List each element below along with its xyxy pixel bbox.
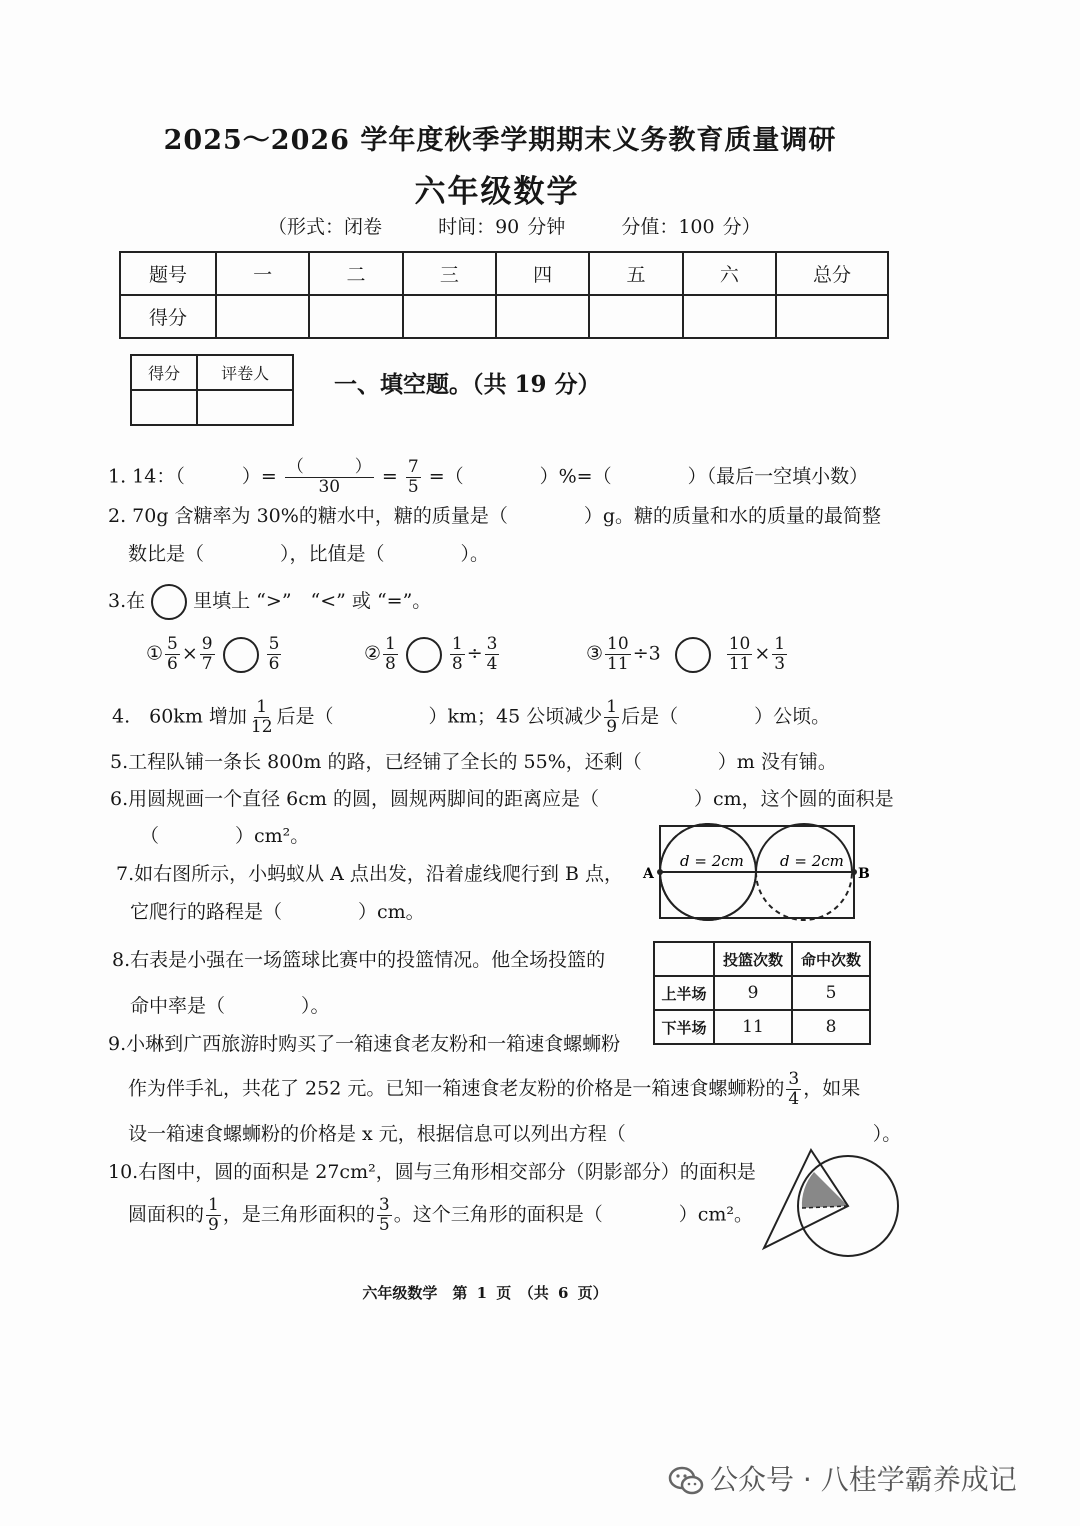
q7-label-b: B (858, 866, 870, 882)
marker-table (130, 354, 294, 426)
q3-item-2: ② $\frac{1}{8}$ $\frac{1}{8}$ ÷ $\frac{3}{4}$ (364, 634, 498, 674)
question-5: 5.工程队铺一条长 800m 的路，已经铺了全长的 55%，还剩（ ）m 没有铺。 (110, 751, 837, 773)
shots-table (653, 941, 871, 1045)
question-6-line-1: 6.用圆规画一个直径 6cm 的圆，圆规两脚间的距离应是（ ）cm，这个圆的面积是 (110, 788, 894, 810)
question-7-line-1: 7.如右图所示，小蚂蚁从 A 点出发，沿着虚线爬行到 B 点， (116, 863, 623, 885)
q10-figure (756, 1146, 906, 1262)
question-10-line-2: 圆面积的 $\frac{1}{9}$ ，是三角形面积的 $\frac{3}{5}$ 。这个三角形的面积是（ ）cm²。 (128, 1195, 753, 1235)
question-9-line-3: 设一箱速食螺蛳粉的价格是 x 元，根据信息可以列出方程（ ）。 (128, 1123, 902, 1145)
exam-subject: 六年级数学 (414, 174, 580, 210)
q1-fraction-1: $\frac{( )}{30}$ (286, 457, 372, 497)
q4-fraction-1: $\frac{1}{12}$ (250, 697, 273, 737)
score-blank (496, 295, 589, 338)
table-row (654, 976, 870, 1010)
compare-circle-icon (151, 584, 187, 620)
shots-row-label: 下半场 (654, 1010, 714, 1044)
q7-right-dashed-arc (756, 872, 852, 920)
q7-point-b (851, 869, 857, 875)
question-10-line-1: 10.右图中，圆的面积是 27cm²，圆与三角形相交部分（阴影部分）的面积是 (108, 1161, 756, 1183)
score-table-cell: 四 (496, 252, 589, 295)
answer-circle[interactable] (675, 637, 711, 673)
q3-i1-fraction: $\frac{5}{6}$ (268, 634, 280, 674)
score-blank (309, 295, 402, 338)
question-6-line-2: （ ）cm²。 (140, 825, 310, 847)
shots-row-label: 上半场 (654, 976, 714, 1010)
answer-circle[interactable] (223, 637, 259, 673)
exam-format: （形式：闭卷 (268, 216, 383, 238)
q3-i3-fraction: $\frac{10}{11}$ (607, 634, 629, 674)
score-table (119, 251, 889, 339)
exam-time: 时间：90 分钟 (438, 216, 566, 238)
score-table-score-row (120, 295, 888, 338)
q7-point-a (657, 869, 663, 875)
score-table-cell: 题号 (120, 252, 216, 295)
q7-diameter-label-2: d = 2cm (780, 852, 844, 870)
shots-cell: 11 (714, 1010, 792, 1044)
q3-item-1: ① $\frac{5}{6}$ × $\frac{9}{7}$ $\frac{5}{6}$ (146, 634, 280, 674)
answer-circle[interactable] (406, 637, 442, 673)
q10-fraction-2: $\frac{3}{5}$ (378, 1195, 390, 1235)
question-8-line-1: 8.右表是小强在一场篮球比赛中的投篮情况。他全场投篮的 (112, 949, 606, 971)
q9-fraction: $\frac{3}{4}$ (788, 1069, 800, 1109)
marker-grader-label: 评卷人 (197, 355, 293, 390)
q3-text-b: 里填上 “>” “<” 或 “=”。 (193, 590, 432, 612)
marker-blank (197, 390, 293, 425)
q3-i3-fraction: $\frac{10}{11}$ (728, 634, 751, 674)
question-2-line-2: 数比是（ ），比值是（ ）。 (128, 543, 490, 565)
watermark-text: 公众号 · 八桂学霸养成记 (710, 1463, 1017, 1496)
q3-i1-fraction: $\frac{5}{6}$ (167, 634, 178, 674)
shots-header-hits: 命中次数 (792, 942, 870, 976)
q3-i2-fraction: $\frac{1}{8}$ (451, 634, 463, 674)
page-footer: 六年级数学 第 1 页 （共 6 页） (362, 1284, 608, 1302)
score-table-cell: 六 (683, 252, 776, 295)
q7-label-a: A (643, 866, 654, 882)
question-8-line-2: 命中率是（ ）。 (130, 995, 330, 1017)
table-row (654, 1010, 870, 1044)
marker-score-label: 得分 (131, 355, 197, 390)
watermark (668, 1458, 1017, 1498)
score-table-cell: 三 (403, 252, 496, 295)
q7-figure (640, 822, 876, 922)
wechat-icon (668, 1466, 704, 1496)
q4-fraction-2: $\frac{1}{9}$ (606, 697, 618, 737)
q7-left-solid-arc (660, 872, 756, 920)
score-blank (683, 295, 776, 338)
question-3 (108, 584, 431, 620)
shots-table-corner (654, 942, 714, 976)
q3-item-3: ③ $\frac{10}{11}$ ÷3 $\frac{10}{11}$ × $\frac{1}{3}$ (586, 634, 786, 674)
q1-fraction-2: $\frac{7}{5}$ (407, 457, 419, 497)
section-title: 一、填空题。（共 19 分） (334, 371, 601, 398)
question-9-line-1: 9.小琳到广西旅游时购买了一箱速食老友粉和一箱速食螺蛳粉 (108, 1033, 621, 1055)
shots-cell: 9 (714, 976, 792, 1010)
question-9-line-2: 作为伴手礼，共花了 252 元。已知一箱速食老友粉的价格是一箱速食螺蛳粉的 $\frac{3}{4}$ ，如果 (128, 1069, 861, 1109)
score-blank (403, 295, 496, 338)
score-table-cell: 得分 (120, 295, 216, 338)
q3-i1-fraction: $\frac{9}{7}$ (201, 634, 213, 674)
score-table-cell: 总分 (776, 252, 888, 295)
marker-blank (131, 390, 197, 425)
score-blank (589, 295, 682, 338)
q3-i2-fraction: $\frac{3}{4}$ (486, 634, 498, 674)
question-2-line-1: 2. 70g 含糖率为 30%的糖水中，糖的质量是（ ）g。糖的质量和水的质量的最简整 (108, 505, 881, 527)
q10-fraction-1: $\frac{1}{9}$ (208, 1195, 219, 1235)
question-7-line-2: 它爬行的路程是（ ）cm。 (130, 901, 425, 923)
score-table-cell: 一 (216, 252, 309, 295)
q3-text-a: 3.在 (108, 590, 146, 612)
score-blank (216, 295, 309, 338)
score-table-cell: 二 (309, 252, 402, 295)
shots-cell: 5 (792, 976, 870, 1010)
q1-equals: = (381, 465, 398, 488)
question-4: 4. 60km 增加 $\frac{1}{12}$ 后是（ ）km；45 公顷减少 $\frac{1}{9}$ 后是（ ）公顷。 (112, 697, 831, 737)
q3-i3-fraction: $\frac{1}{3}$ (774, 634, 786, 674)
question-1 (108, 458, 868, 497)
exam-total-points: 分值：100 分） (621, 216, 761, 238)
q7-diameter-label-1: d = 2cm (680, 852, 744, 870)
q3-i2-fraction: $\frac{1}{8}$ (385, 634, 396, 674)
score-table-header-row (120, 252, 888, 295)
score-blank (776, 295, 888, 338)
shots-header-attempts: 投篮次数 (714, 942, 792, 976)
q1-text: 1. 14：（ ）= (108, 465, 277, 488)
exam-info (268, 212, 809, 239)
q10-shaded-sector (802, 1172, 848, 1208)
score-table-cell: 五 (589, 252, 682, 295)
shots-cell: 8 (792, 1010, 870, 1044)
q1-text-end: =（ ）%=（ ）（最后一空填小数） (428, 465, 869, 488)
exam-title: 2025～2026 学年度秋季学期期末义务教育质量调研 (163, 125, 837, 156)
